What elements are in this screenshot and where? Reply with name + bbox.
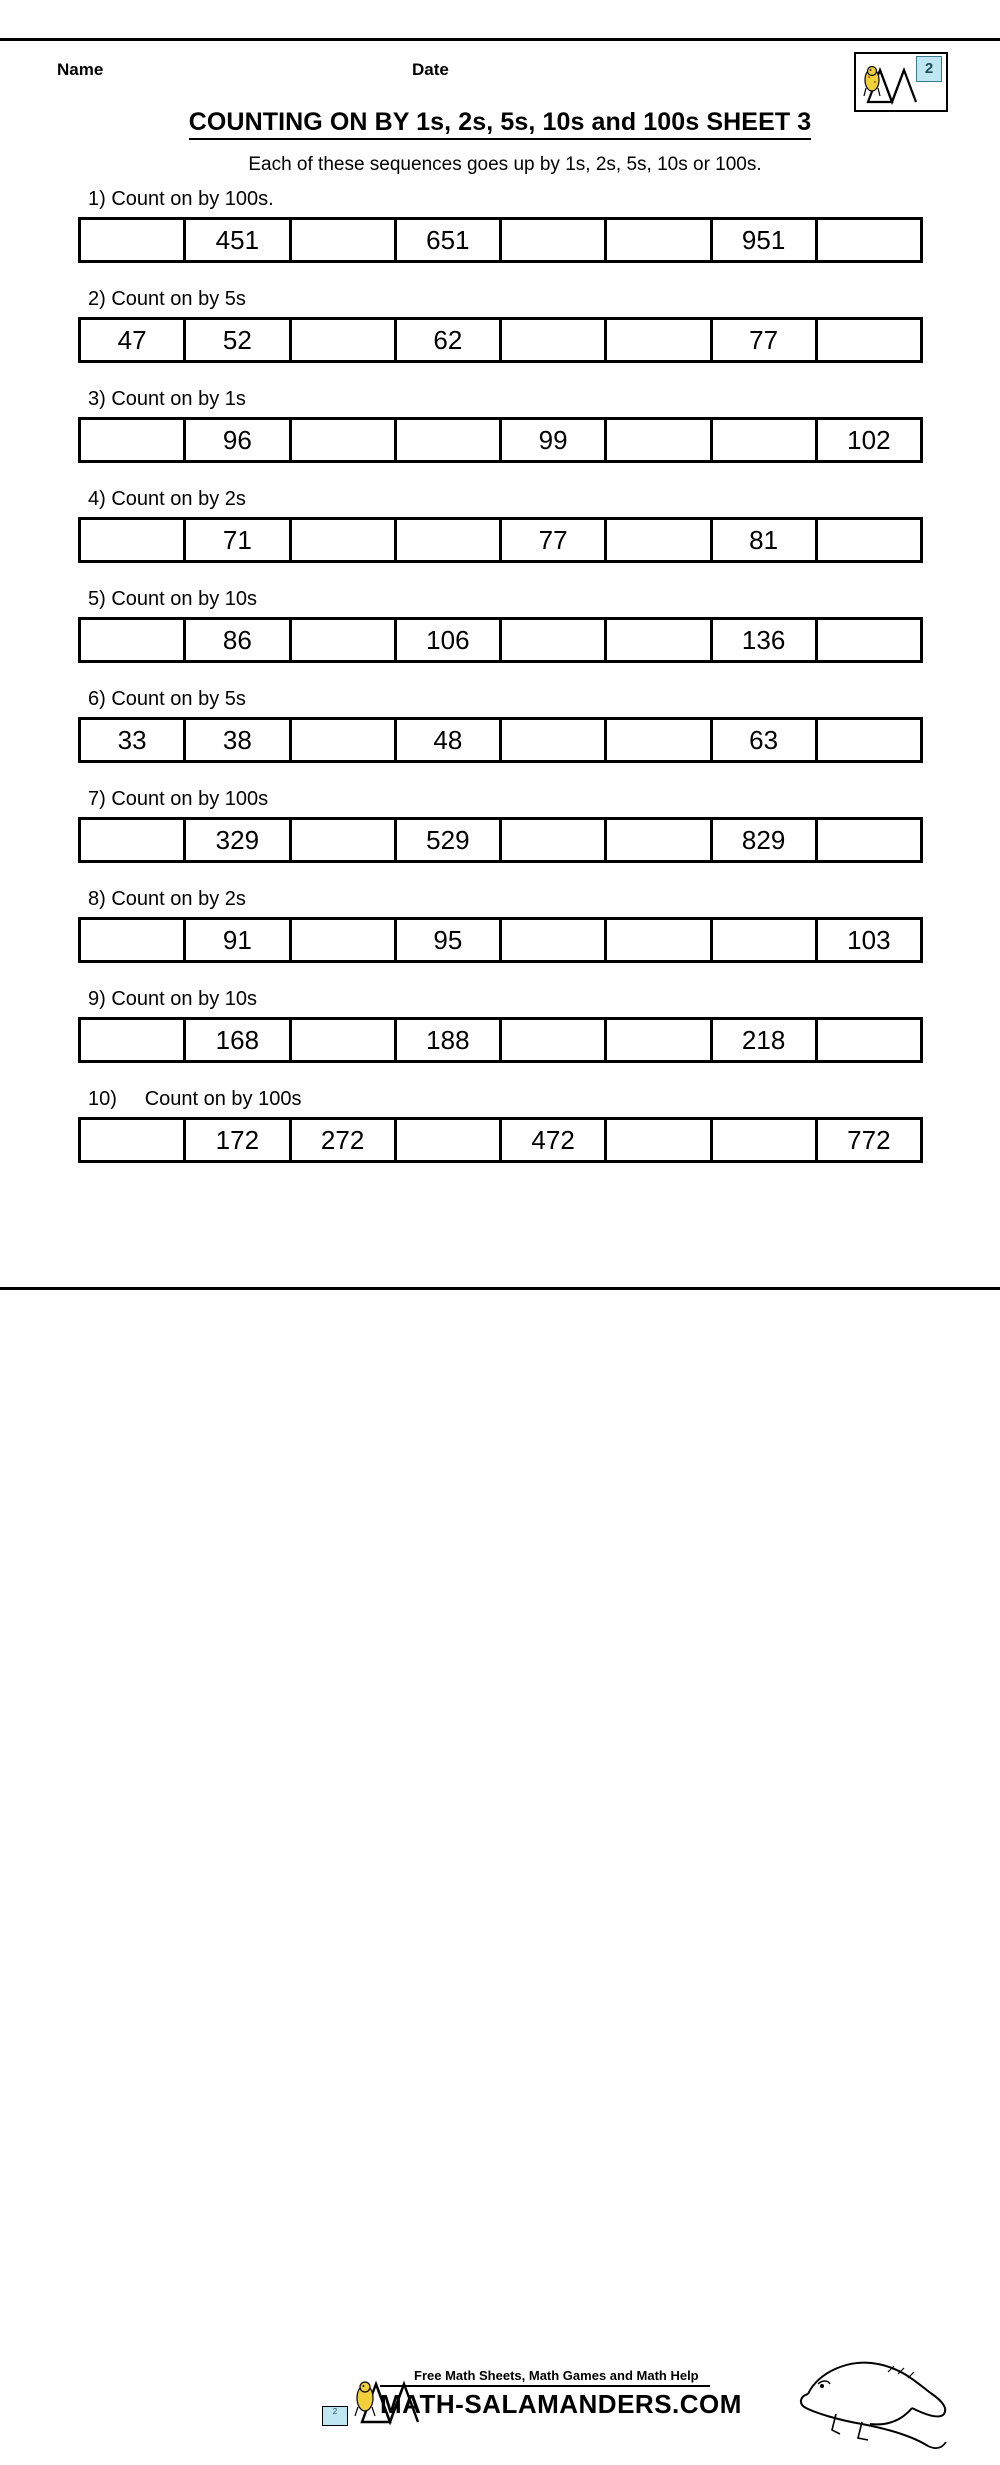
footer-text [380, 2368, 742, 2420]
sequence-cell-value: 95 [397, 920, 502, 960]
sequence-cell-value: 188 [397, 1020, 502, 1060]
sequence-answer-blank[interactable] [818, 720, 920, 760]
sequence-row [78, 217, 923, 263]
sequence-answer-blank[interactable] [607, 720, 712, 760]
page-subtitle: Each of these sequences goes up by 1s, 2s, 5s, 10s or 100s. [248, 154, 762, 175]
sequence-answer-blank[interactable] [292, 320, 397, 360]
sequence-cell-value: 272 [292, 1120, 397, 1160]
sequence-answer-blank[interactable] [502, 220, 607, 260]
question-block [0, 688, 1000, 763]
sequence-cell-value: 52 [186, 320, 291, 360]
question-block [0, 1088, 1000, 1163]
sequence-answer-blank[interactable] [397, 520, 502, 560]
sequence-answer-blank[interactable] [502, 720, 607, 760]
sequence-row [78, 517, 923, 563]
sequence-answer-blank[interactable] [81, 1120, 186, 1160]
sequence-row [78, 1017, 923, 1063]
top-divider [0, 38, 1000, 41]
sequence-answer-blank[interactable] [502, 1020, 607, 1060]
sequence-answer-blank[interactable] [502, 820, 607, 860]
sequence-answer-blank[interactable] [502, 920, 607, 960]
grade-badge [854, 52, 948, 112]
question-label: 8) Count on by 2s [88, 888, 246, 910]
sequence-answer-blank[interactable] [397, 1120, 502, 1160]
name-label: Name [57, 60, 104, 79]
sequence-answer-blank[interactable] [292, 420, 397, 460]
question-block [0, 188, 1000, 263]
sequence-answer-blank[interactable] [818, 320, 920, 360]
sequence-cell-value: 829 [713, 820, 818, 860]
sequence-answer-blank[interactable] [713, 1120, 818, 1160]
sequence-cell-value: 172 [186, 1120, 291, 1160]
footer-tagline: Free Math Sheets, Math Games and Math Help [414, 2368, 699, 2383]
question-label: 4) Count on by 2s [88, 488, 246, 510]
sequence-row [78, 617, 923, 663]
question-block [0, 288, 1000, 363]
sequence-answer-blank[interactable] [607, 1120, 712, 1160]
sequence-answer-blank[interactable] [81, 420, 186, 460]
question-block [0, 988, 1000, 1063]
sequence-answer-blank[interactable] [607, 220, 712, 260]
sequence-answer-blank[interactable] [81, 220, 186, 260]
sequence-answer-blank[interactable] [292, 220, 397, 260]
sequence-cell-value: 472 [502, 1120, 607, 1160]
sequence-cell-value: 99 [502, 420, 607, 460]
sequence-answer-blank[interactable] [607, 620, 712, 660]
lizard-illustration [792, 2350, 952, 2465]
sequence-cell-value: 218 [713, 1020, 818, 1060]
question-block [0, 788, 1000, 863]
sequence-answer-blank[interactable] [81, 820, 186, 860]
sequence-cell-value: 168 [186, 1020, 291, 1060]
sequence-cell-value: 62 [397, 320, 502, 360]
question-block [0, 488, 1000, 563]
question-label: 6) Count on by 5s [88, 688, 246, 710]
salamander-logo-icon [862, 62, 920, 106]
sequence-answer-blank[interactable] [502, 320, 607, 360]
question-block [0, 888, 1000, 963]
footer-divider [380, 2385, 710, 2387]
sequence-cell-value: 38 [186, 720, 291, 760]
footer-url: MATH-SALAMANDERS.COM [380, 2389, 742, 2419]
salamander-mascot-icon [862, 62, 920, 109]
question-label: 2) Count on by 5s [88, 288, 246, 310]
sequence-answer-blank[interactable] [818, 620, 920, 660]
sequence-cell-value: 63 [713, 720, 818, 760]
footer-badge [322, 2406, 348, 2426]
sequence-cell-value: 651 [397, 220, 502, 260]
sequence-cell-value: 77 [713, 320, 818, 360]
sequence-answer-blank[interactable] [818, 820, 920, 860]
date-label: Date [412, 60, 449, 79]
sequence-answer-blank[interactable] [607, 520, 712, 560]
sequence-answer-blank[interactable] [713, 920, 818, 960]
question-label: 3) Count on by 1s [88, 388, 246, 410]
sequence-cell-value: 103 [847, 925, 891, 955]
sequence-answer-blank[interactable] [818, 1020, 920, 1060]
sequence-answer-blank[interactable] [292, 620, 397, 660]
sequence-cell-value: 772 [847, 1125, 891, 1155]
question-block [0, 388, 1000, 463]
sequence-answer-blank[interactable] [607, 1020, 712, 1060]
sequence-cell-value: 86 [186, 620, 291, 660]
sequence-cell-value: 96 [186, 420, 291, 460]
sequence-cell-value: 47 [81, 320, 186, 360]
sequence-answer-blank[interactable] [292, 1020, 397, 1060]
question-label: 9) Count on by 10s [88, 988, 257, 1010]
sequence-answer-blank[interactable] [607, 320, 712, 360]
lizard-icon [792, 2350, 952, 2460]
sequence-answer-blank[interactable] [81, 1020, 186, 1060]
sequence-cell-value: 77 [502, 520, 607, 560]
sequence-answer-blank[interactable] [81, 620, 186, 660]
sequence-cell-value: 136 [713, 620, 818, 660]
sequence-cell-value: 951 [713, 220, 818, 260]
sequence-answer-blank[interactable] [818, 520, 920, 560]
sequence-answer-blank[interactable] [713, 420, 818, 460]
sequence-answer-blank[interactable] [607, 920, 712, 960]
sequence-cell-value: 106 [397, 620, 502, 660]
question-label: 1) Count on by 100s. [88, 188, 274, 210]
sequence-cell-value: 529 [397, 820, 502, 860]
footer [0, 1178, 1000, 2419]
page-title [0, 108, 1000, 137]
sequence-cell-value: 71 [186, 520, 291, 560]
bottom-divider [0, 1287, 1000, 1290]
question-block [0, 588, 1000, 663]
question-label: 10) Count on by 100s [88, 1088, 302, 1110]
sequence-answer-blank[interactable] [397, 420, 502, 460]
question-label: 7) Count on by 100s [88, 788, 269, 810]
sequence-cell-value: 451 [186, 220, 291, 260]
grade-badge-number: 2 [916, 56, 942, 82]
question-label: 5) Count on by 10s [88, 588, 257, 610]
sequence-cell-value: 91 [186, 920, 291, 960]
sequence-answer-blank[interactable] [607, 420, 712, 460]
sequence-answer-blank[interactable] [502, 620, 607, 660]
sequence-answer-blank[interactable] [81, 920, 186, 960]
sequence-answer-blank[interactable] [81, 520, 186, 560]
sequence-row [78, 1117, 923, 1163]
footer-badge-number: 2 [332, 2407, 338, 2416]
sequence-cell-value: 329 [186, 820, 291, 860]
sequence-answer-blank[interactable] [292, 720, 397, 760]
sequence-answer-blank[interactable] [818, 220, 920, 260]
sequence-row [78, 317, 923, 363]
sequence-row [78, 817, 923, 863]
sequence-row [78, 917, 923, 963]
sequence-answer-blank[interactable] [292, 520, 397, 560]
page-title-text: COUNTING ON BY 1s, 2s, 5s, 10s and 100s SHEET 3 [189, 108, 812, 140]
sequence-row [78, 717, 923, 763]
sequence-cell-value: 48 [397, 720, 502, 760]
sequence-answer-blank[interactable] [292, 820, 397, 860]
sequence-cell-value: 33 [81, 720, 186, 760]
sequence-cell-value: 81 [713, 520, 818, 560]
sequence-row [78, 417, 923, 463]
sequence-cell-value: 102 [847, 425, 891, 455]
sequence-answer-blank[interactable] [292, 920, 397, 960]
sequence-answer-blank[interactable] [607, 820, 712, 860]
